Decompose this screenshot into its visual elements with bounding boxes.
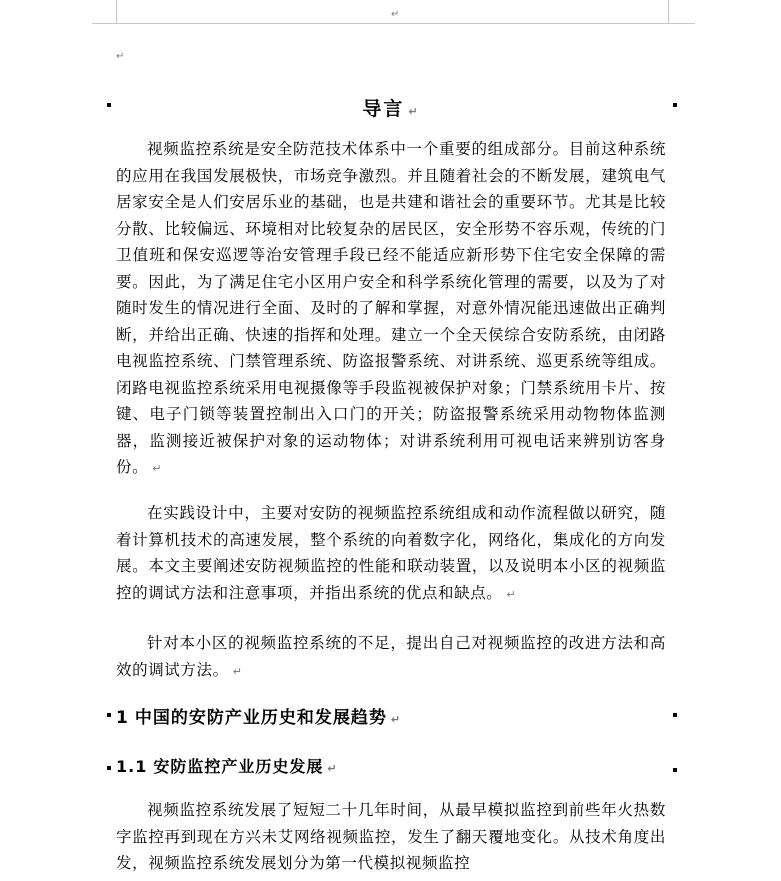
paragraph-text: 在实践设计中，主要对安防的视频监控系统组成和动作流程做以研究，随着计算机技术的高速发展，整个系统的向着数字化，网络化，集成化的方向发展。本文主要阐述安防视频监控的性能和联动装置，以及说明本小区的视频监控的调试方法和注意事项，并指出系统的优点和缺点。 (116, 504, 666, 602)
format-marker (673, 768, 677, 772)
paragraph-mark-icon: ↵ (408, 105, 418, 118)
paragraph-text: 针对本小区的视频监控系统的不足，提出自己对视频监控的改进方法和高效的调试方法。 (116, 634, 666, 679)
format-marker (673, 713, 677, 717)
header-margin-right (668, 0, 669, 23)
body-paragraph[interactable] (116, 136, 666, 483)
paragraph-mark-icon: ↵ (152, 462, 162, 475)
format-marker (673, 103, 677, 107)
body-paragraph[interactable] (116, 500, 666, 608)
format-marker (107, 766, 111, 770)
document-title[interactable] (340, 94, 440, 121)
paragraph-mark-icon: ↵ (506, 587, 516, 601)
paragraph-mark-icon: ↵ (116, 51, 125, 62)
title-text: 导言 (362, 98, 405, 120)
paragraph-text: 视频监控系统是安全防范技术体系中一个重要的组成部分。目前这种系统的应用在我国发展极快，市场竞争激烈。并且随着社会的不断发展，建筑电气居家安全是人们安居乐业的基础，也是共建和谐社会的重要环节。尤其是比较分散、比较偏远、环境相对比较复杂的居民区，安全形势不容乐观，传统的门卫值班和保安巡逻等治安管理手段已经不能适应新形势下住宅安全保障的需要。因此，为了满足住宅小区用户安全和科学系统化管理的需要，以及为了对随时发生的情况进行全面、及时的了解和掌握，对意外情况能迅速做出正确判断，并给出正确、快速的指挥和处理。建立一个全天侯综合安防系统，由闭路电视监控系统、门禁管理系统、防盗报警系统、对讲系统、巡更系统等组成。闭路电视监控系统采用电视摄像等手段监视被保护对象；门禁系统用卡片、按键、电子门锁等装置控制出入口门的开关；防盗报警系统采用动物物体监测器，监测接近被保护对象的运动物体；对讲系统利用可视电话来辨别访客身份。 (116, 140, 666, 476)
heading-level-2[interactable] (116, 754, 337, 777)
format-marker (107, 713, 111, 717)
heading-text: 安防监控产业历史发展 (153, 757, 324, 776)
heading-level-1[interactable] (116, 703, 400, 728)
paragraph-mark-icon: ↵ (390, 713, 401, 726)
heading-number: 1.1 (116, 757, 148, 776)
header-boundary-line (92, 23, 695, 24)
heading-text: 中国的安防产业历史和发展趋势 (134, 708, 387, 728)
paragraph-text: 视频监控系统发展了短短二十几年时间，从最早模拟监控到前些年火热数字监控再到现在方兴未艾网络视频监控，发生了翻天覆地变化。从技术角度出发，视频监控系统发展划分为第一代模拟视频监控 (116, 801, 666, 872)
format-marker (107, 103, 111, 107)
body-paragraph[interactable] (116, 797, 666, 877)
heading-number: 1 (116, 708, 129, 728)
header-margin-left (116, 0, 117, 23)
paragraph-mark-icon: ↵ (327, 762, 337, 775)
paragraph-mark-icon: ↵ (391, 9, 400, 20)
body-paragraph[interactable] (116, 630, 666, 685)
paragraph-mark-icon: ↵ (232, 664, 242, 678)
